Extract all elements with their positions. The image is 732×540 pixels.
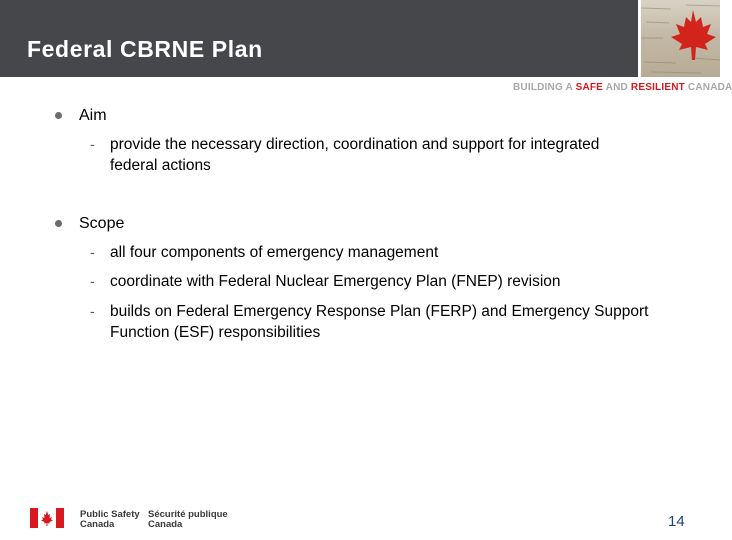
org-name-en-line1: Public Safety (80, 509, 140, 520)
maple-leaf-photo (641, 0, 720, 77)
page-title: Federal CBRNE Plan (27, 36, 263, 62)
dash-marker: - (90, 136, 95, 152)
org-name-fr-line1: Sécurité publique (148, 509, 228, 520)
dash-marker: - (90, 303, 95, 319)
tagline-part: AND (603, 82, 631, 93)
org-name-en-line2: Canada (80, 519, 115, 530)
canada-flag-icon (30, 508, 64, 528)
org-name-en (80, 510, 140, 530)
scope-item: builds on Federal Emergency Response Plan (FERP) and Emergency Support Function (ESF) responsibilities (110, 303, 649, 341)
section-heading-aim: Aim (79, 107, 107, 124)
org-name-fr (148, 510, 228, 530)
bullet-icon (55, 220, 62, 227)
aim-item: provide the necessary direction, coordination and support for integrated federal actions (110, 136, 600, 174)
tagline-highlight: SAFE (575, 82, 604, 93)
tagline-highlight: RESILIENT (630, 82, 685, 93)
dash-marker: - (90, 244, 95, 260)
dash-marker: - (90, 273, 95, 289)
tagline-part: BUILDING A (513, 82, 576, 93)
bullet-icon (55, 112, 62, 119)
tagline-part: CANADA (684, 82, 732, 93)
section-heading-scope: Scope (79, 215, 125, 232)
page-number: 14 (668, 513, 685, 530)
maple-leaf-icon (641, 0, 720, 77)
org-name-fr-line2: Canada (148, 519, 183, 530)
header-bar (0, 0, 638, 77)
tagline (513, 82, 732, 93)
scope-item: all four components of emergency management (110, 244, 439, 261)
scope-item: coordinate with Federal Nuclear Emergency Plan (FNEP) revision (110, 273, 561, 290)
